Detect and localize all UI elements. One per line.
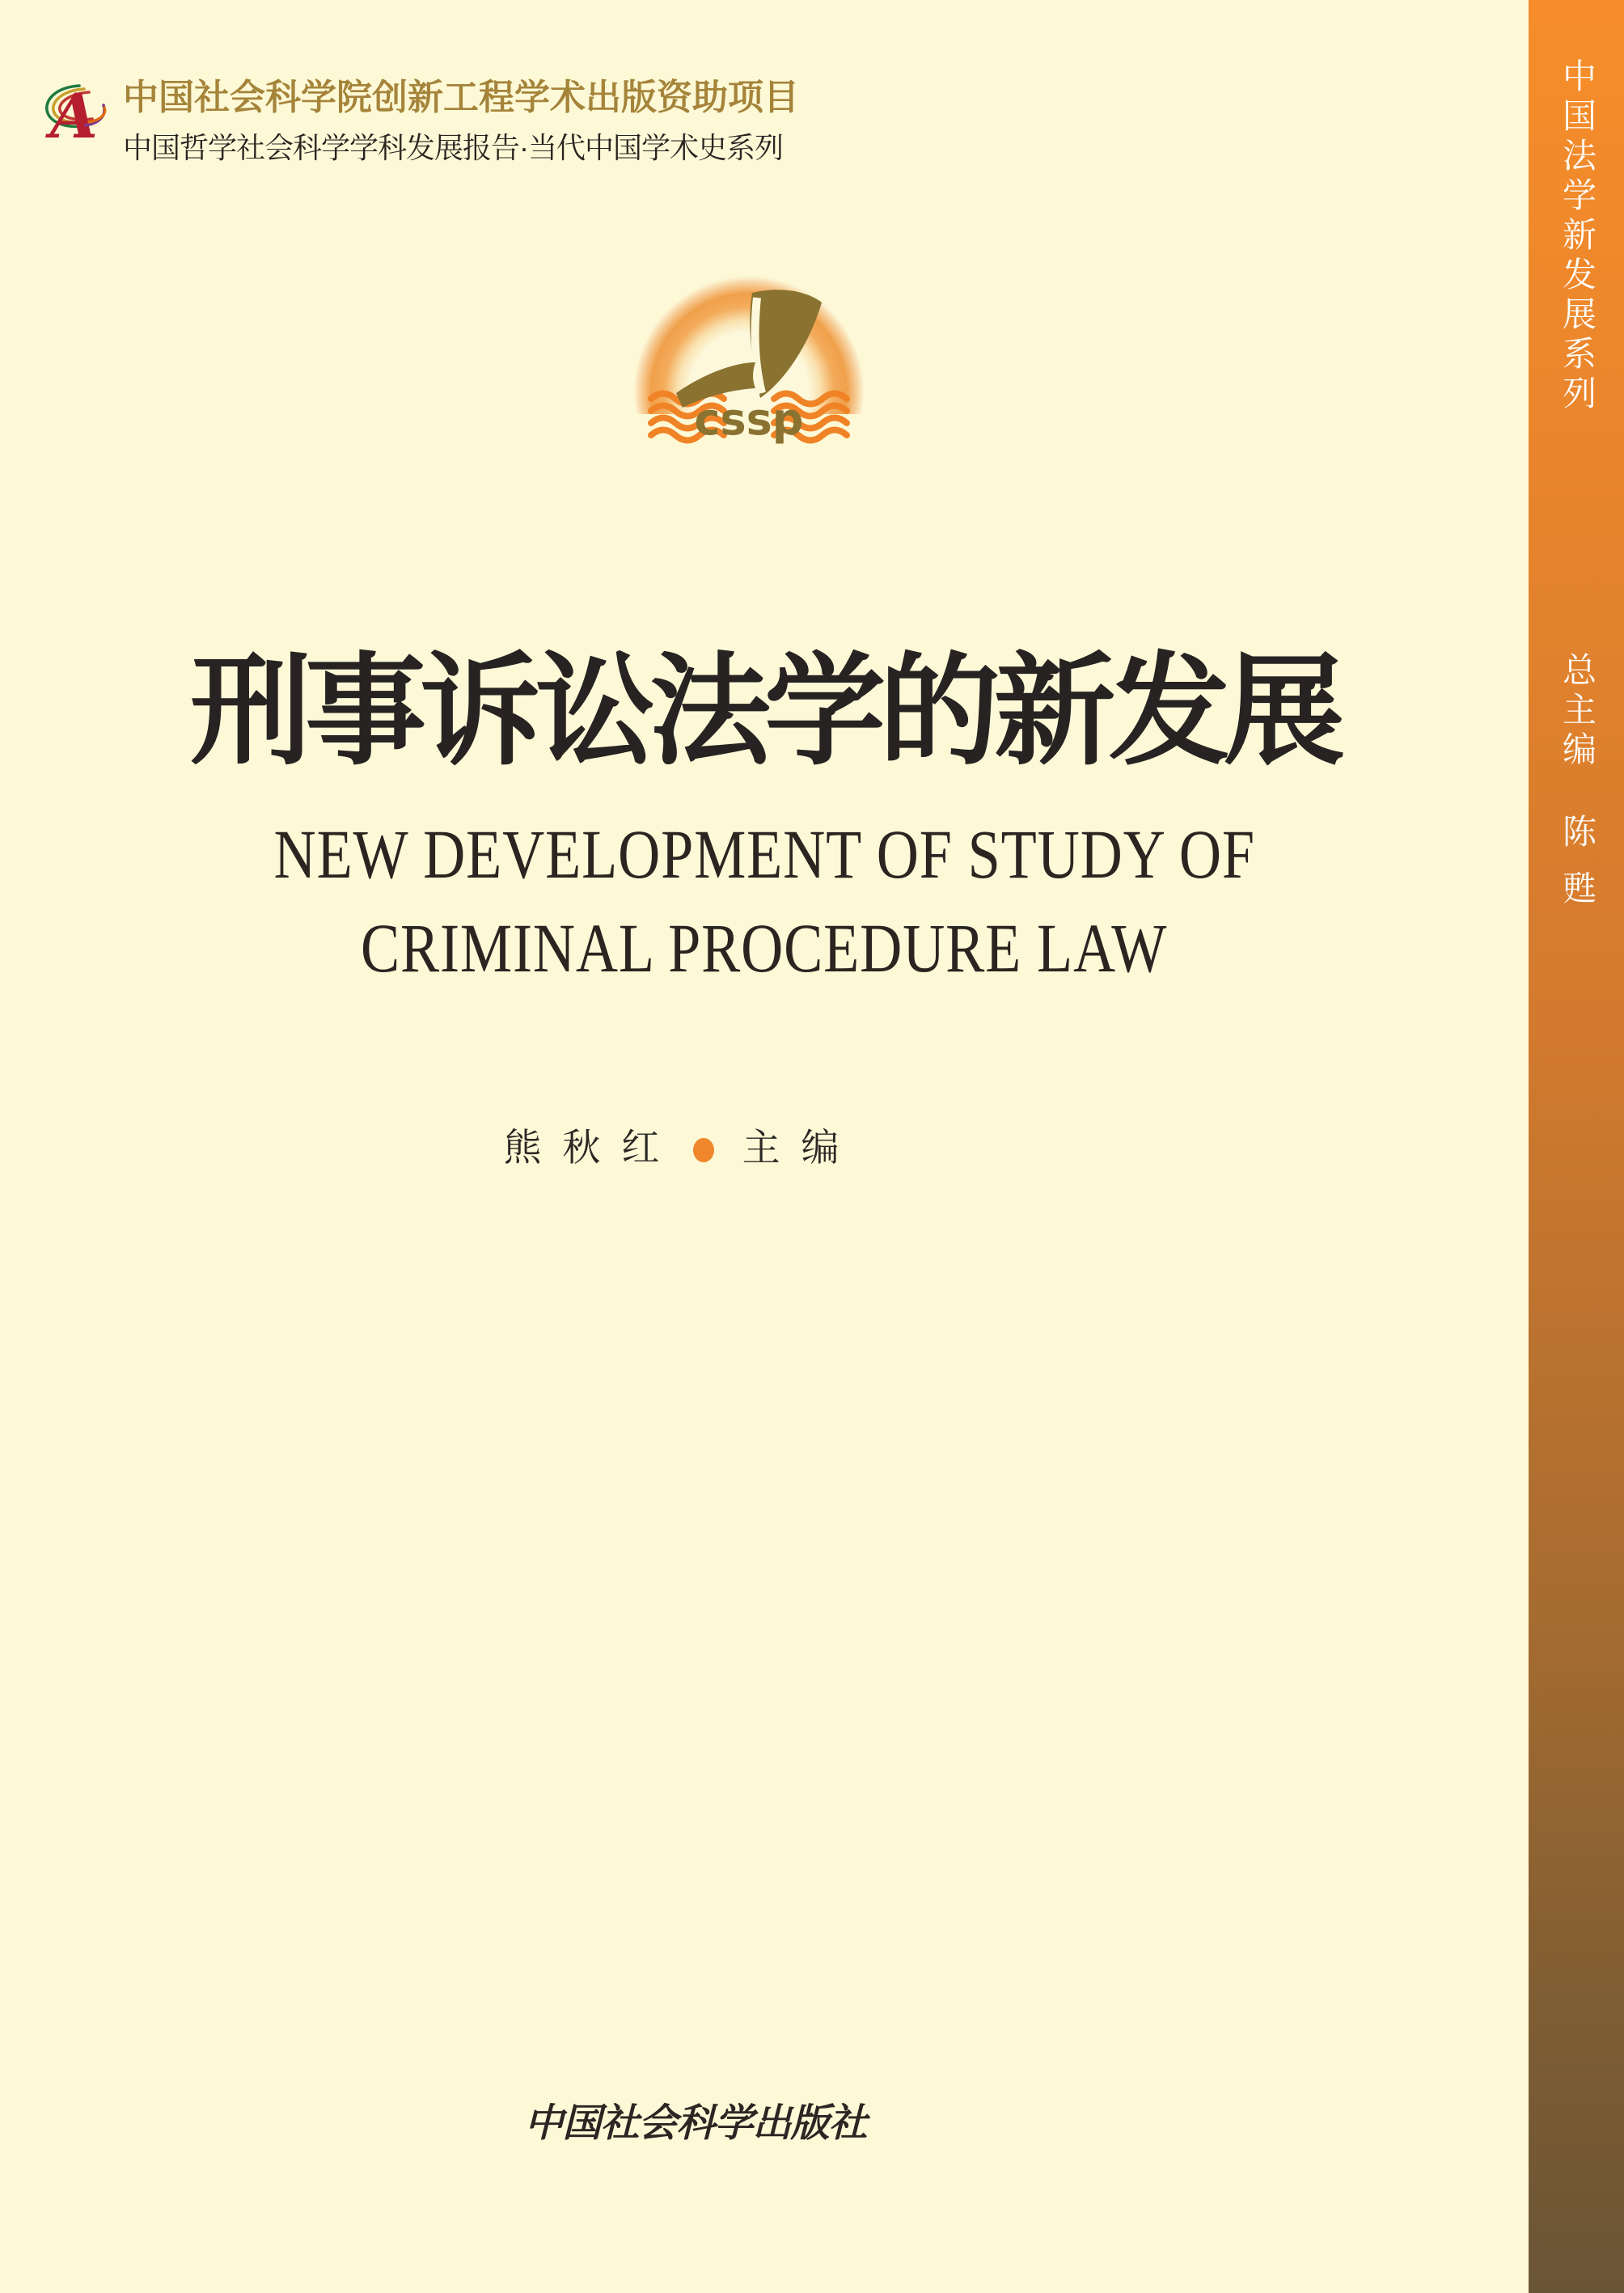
funding-block: [42, 78, 799, 167]
funding-project-line: 中国社会科学院创新工程学术出版资助项目: [123, 78, 799, 117]
author-name: 熊秋红: [503, 1126, 681, 1169]
english-title-line2: CRIMINAL PROCEDURE LAW: [361, 909, 1168, 987]
orange-dot-icon: [693, 1138, 714, 1162]
strip-editor-role: 总主编: [1558, 652, 1595, 771]
svg-text:A: A: [50, 80, 98, 152]
book-title-english: [0, 807, 1529, 995]
funding-lines: [123, 78, 799, 167]
cssp-publisher-logo-icon: [631, 272, 867, 448]
author-row: [0, 1118, 1364, 1172]
strip-editor-name: 陈甦: [1558, 814, 1595, 927]
cssp-logo-text: cssp: [694, 394, 804, 445]
cass-project-logo-icon: [42, 78, 110, 152]
author-role: 主编: [742, 1126, 861, 1169]
side-strip: [1529, 0, 1624, 2293]
english-title-line1: NEW DEVELOPMENT OF STUDY OF: [273, 815, 1255, 893]
publisher-name: 中国社会科学出版社: [524, 2101, 867, 2146]
book-title-chinese: 刑事诉讼法学的新发展: [189, 645, 1339, 780]
strip-series-title: 中国法学新发展系列: [1558, 58, 1595, 415]
series-report-line: 中国哲学社会科学学科发展报告·当代中国学术史系列: [123, 130, 783, 164]
